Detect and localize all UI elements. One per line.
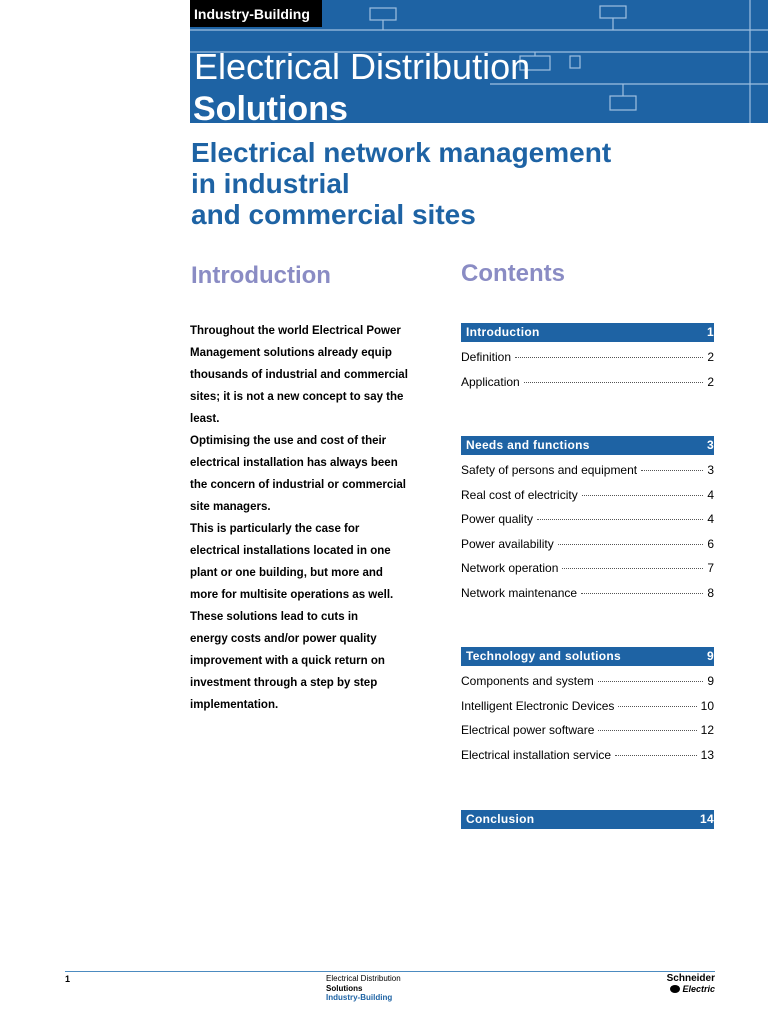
toc-section-title: Needs and functions <box>466 438 590 452</box>
subtitle-line: Electrical network management <box>191 137 612 168</box>
introduction-heading: Introduction <box>191 262 331 289</box>
intro-line: Throughout the world Electrical Power <box>190 325 401 337</box>
toc-item-label: Power quality <box>461 512 534 526</box>
intro-line: the concern of industrial or commercial <box>190 479 406 491</box>
toc-item-page: 12 <box>700 723 714 737</box>
toc-leader-dots <box>582 495 704 496</box>
intro-line: electrical installations located in one <box>190 545 391 557</box>
toc-section-page: 3 <box>707 438 714 452</box>
toc-item[interactable] <box>461 458 714 483</box>
toc-item-label: Application <box>461 374 520 389</box>
footer-line-2: Solutions <box>326 983 363 993</box>
toc-leader-dots <box>598 681 704 682</box>
toc-section-conclusion <box>461 810 714 829</box>
toc-section-page: 14 <box>700 812 714 826</box>
toc-section-page: 1 <box>707 325 714 339</box>
subtitle-line: in industrial <box>191 168 350 199</box>
contents-heading: Contents <box>461 260 565 287</box>
footer-rule <box>65 971 715 972</box>
toc-item-label: Real cost of electricity <box>461 487 578 502</box>
toc-item[interactable] <box>461 669 714 694</box>
intro-line: implementation. <box>190 699 279 711</box>
intro-line: plant or one building, but more and <box>190 567 383 579</box>
toc-section-header[interactable] <box>461 647 714 666</box>
toc-item[interactable] <box>461 581 714 606</box>
toc-leader-dots <box>537 519 703 520</box>
toc-leader-dots <box>524 382 704 383</box>
toc-section-needs-and-functions <box>461 436 714 605</box>
toc-item-page: 9 <box>707 674 714 688</box>
toc-item[interactable] <box>461 345 714 370</box>
toc-item[interactable] <box>461 370 714 395</box>
schneider-electric-logo <box>655 974 715 995</box>
logo-line-2: Electric <box>682 984 715 994</box>
toc-item-page: 2 <box>707 374 714 389</box>
intro-line: investment through a step by step <box>190 677 378 689</box>
toc-section-title: Technology and solutions <box>466 649 621 663</box>
intro-line: Optimising the use and cost of their <box>190 435 387 447</box>
intro-line: least. <box>190 413 220 425</box>
toc-leader-dots <box>581 593 703 594</box>
introduction-text <box>190 320 450 716</box>
intro-line: more for multisite operations as well. <box>190 589 394 601</box>
document-subtitle <box>191 137 751 230</box>
toc-item-page: 8 <box>707 585 714 600</box>
footer-line-1: Electrical Distribution <box>326 974 401 983</box>
toc-section-title: Introduction <box>466 325 540 339</box>
toc-leader-dots <box>598 730 696 731</box>
toc-item-page: 10 <box>700 698 714 713</box>
toc-leader-dots <box>515 357 703 358</box>
intro-line: energy costs and/or power quality <box>190 633 377 645</box>
toc-item[interactable] <box>461 483 714 508</box>
logo-mark-icon <box>670 985 680 993</box>
toc-item-page: 4 <box>707 512 714 526</box>
toc-item-label: Components and system <box>461 674 594 688</box>
toc-item[interactable] <box>461 694 714 719</box>
toc-leader-dots <box>615 755 697 756</box>
intro-line: Management solutions already equip <box>190 347 392 359</box>
toc-item-label: Network maintenance <box>461 585 578 600</box>
toc-section-introduction <box>461 323 714 394</box>
intro-line: site managers. <box>190 501 271 513</box>
toc-section-header[interactable] <box>461 436 714 455</box>
toc-section-header[interactable] <box>461 323 714 342</box>
toc-leader-dots <box>641 470 703 471</box>
toc-section-title: Conclusion <box>466 812 535 826</box>
toc-item-page: 6 <box>707 536 714 551</box>
logo-line-1: Schneider <box>666 973 715 984</box>
intro-line: thousands of industrial and commercial <box>190 369 408 381</box>
toc-item-label: Network operation <box>461 561 559 575</box>
toc-item-label: Intelligent Electronic Devices <box>461 698 615 713</box>
toc-item-label: Electrical power software <box>461 723 595 737</box>
intro-line: improvement with a quick return on <box>190 655 385 667</box>
toc-leader-dots <box>618 706 696 707</box>
toc-section-page: 9 <box>707 649 714 663</box>
toc-item-label: Electrical installation service <box>461 747 612 762</box>
toc-item-page: 3 <box>707 463 714 477</box>
toc-item-label: Power availability <box>461 536 554 551</box>
footer-document-info <box>326 974 401 1003</box>
toc-item-label: Safety of persons and equipment <box>461 463 638 477</box>
toc-item-page: 2 <box>707 350 714 364</box>
intro-line: These solutions lead to cuts in <box>190 611 359 623</box>
subtitle-line: and commercial sites <box>191 199 476 230</box>
intro-line: This is particularly the case for <box>190 523 360 535</box>
toc-item-page: 13 <box>700 747 714 762</box>
footer-line-3: Industry-Building <box>326 993 393 1002</box>
toc-item[interactable] <box>461 556 714 581</box>
toc-item-page: 4 <box>707 487 714 502</box>
toc-leader-dots <box>558 544 704 545</box>
toc-item-page: 7 <box>707 561 714 575</box>
document-title: Electrical Distribution <box>194 46 531 87</box>
category-tag: Industry-Building <box>190 0 322 27</box>
toc-item[interactable] <box>461 532 714 557</box>
page-number: 1 <box>65 974 71 984</box>
toc-section-header[interactable] <box>461 810 714 829</box>
intro-line: electrical installation has always been <box>190 457 398 469</box>
toc-item-label: Definition <box>461 350 512 364</box>
toc-leader-dots <box>562 568 703 569</box>
toc-section-technology-and-solutions <box>461 647 714 767</box>
document-title-solutions: Solutions <box>193 90 348 128</box>
toc-item[interactable] <box>461 743 714 768</box>
intro-line: sites; it is not a new concept to say the <box>190 391 404 403</box>
toc-item[interactable] <box>461 507 714 532</box>
toc-item[interactable] <box>461 718 714 743</box>
